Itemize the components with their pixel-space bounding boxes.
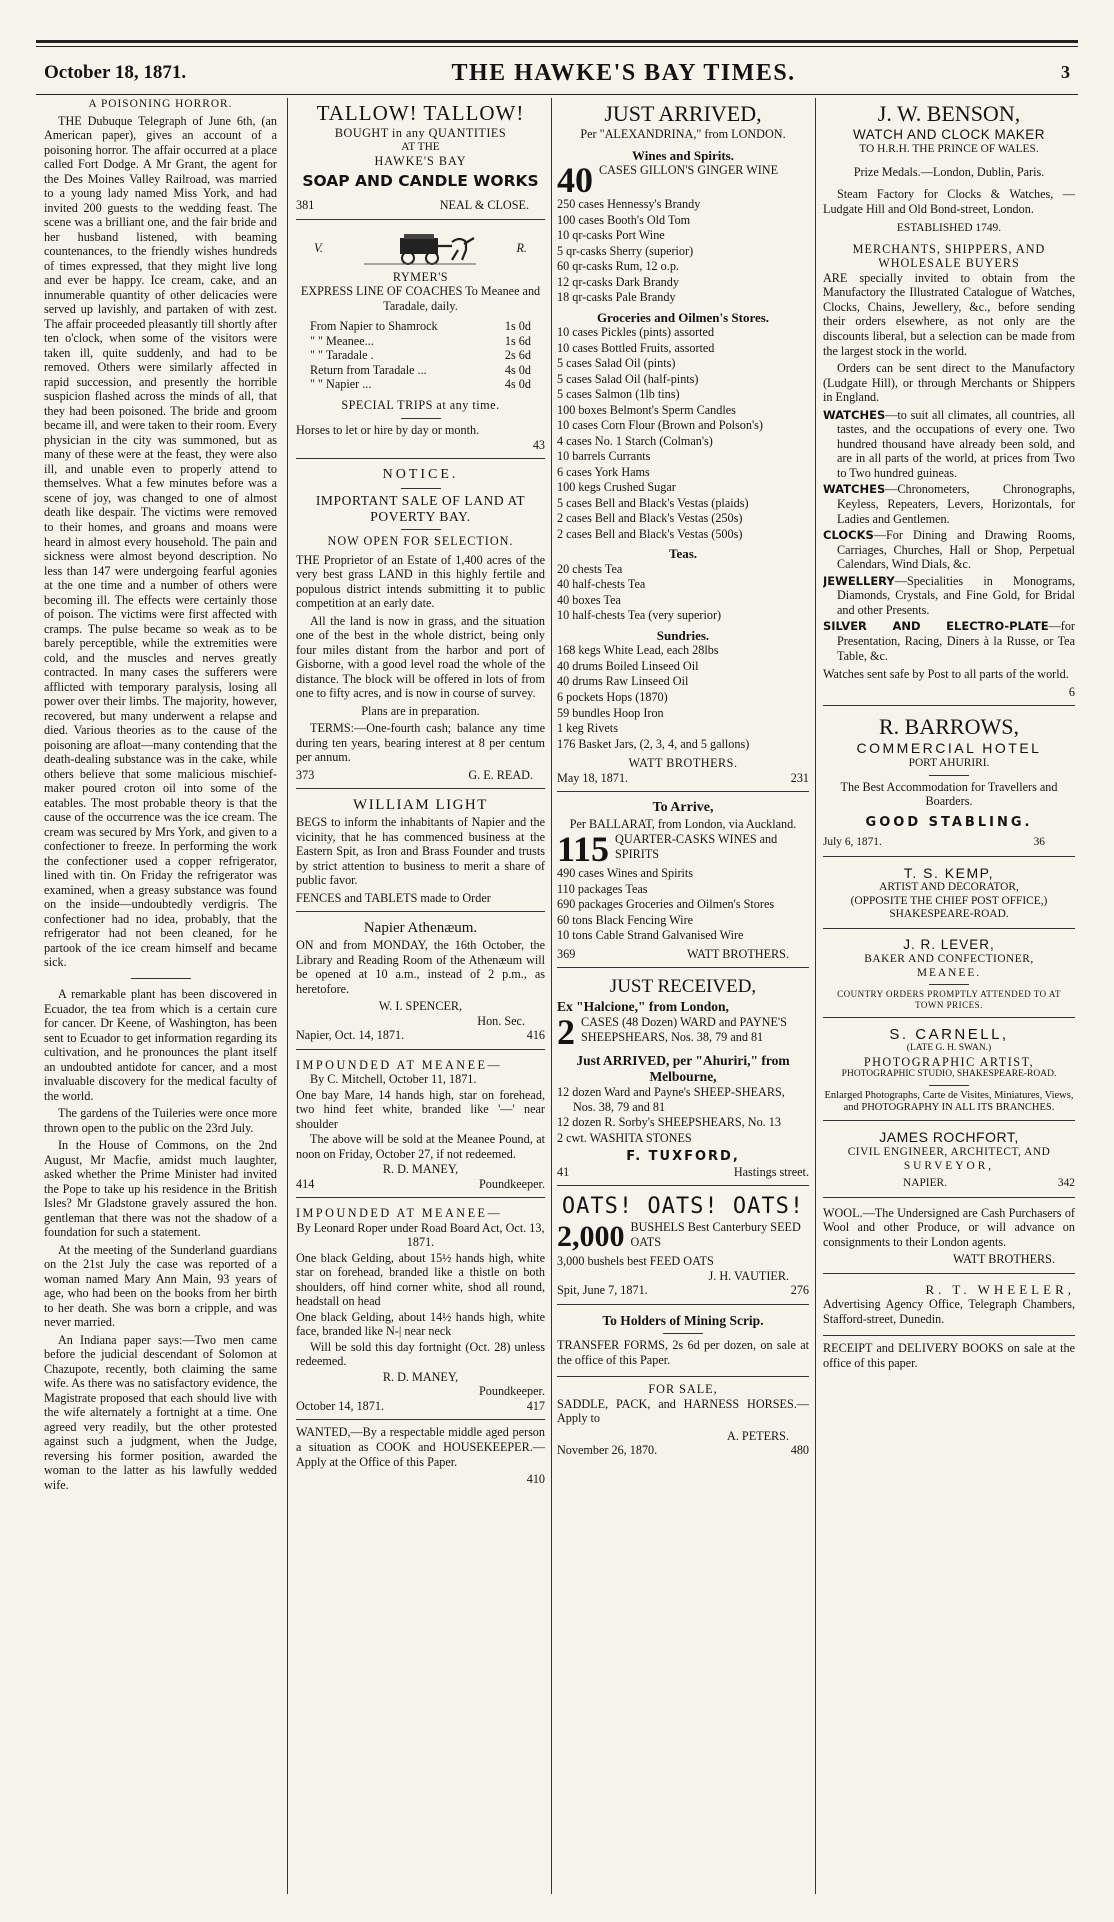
- fare-price: 4s 0d: [504, 377, 531, 392]
- ad-number: 480: [790, 1443, 809, 1458]
- wanted-text: WANTED,—By a respectable middle aged person a situation as COOK and HOUSEKEEPER.—Apply at the Office of this Paper.: [296, 1425, 545, 1469]
- lever-line: MEANEE.: [916, 966, 982, 979]
- article-tuileries: The gardens of the Tuileries were once more thrown open to the public on the 23rd July.: [44, 1106, 277, 1135]
- benson-product: [823, 619, 1075, 663]
- list-item: 100 boxes Belmont's Sperm Candles: [557, 402, 736, 417]
- list-item: 100 cases Booth's Old Tom: [557, 212, 691, 227]
- fare-price: 2s 6d: [504, 348, 531, 363]
- land-terms: TERMS:—One-fourth cash; balance any time during ten years, bearing interest at 8 per centum per annum.: [296, 721, 545, 765]
- fare-route: " " Napier ...: [310, 377, 372, 392]
- ad-signature: WATT BROTHERS.: [628, 756, 738, 771]
- crest-letter: V.: [314, 241, 323, 256]
- kemp-line: ARTIST AND DECORATOR,: [879, 881, 1019, 894]
- list-item: 10 cases Bottled Fruits, assorted: [557, 340, 715, 355]
- ad-signature: G. E. READ.: [468, 767, 533, 782]
- sundries-heading: Sundries.: [656, 627, 710, 643]
- column-ads-4: [823, 98, 1075, 1894]
- fare-route: " " Meanee...: [310, 333, 374, 348]
- list-item: 5 cases Salmon (1lb tins): [557, 387, 680, 402]
- wheeler-heading: R. T. WHEELER,: [925, 1281, 1075, 1297]
- ad-number: 43: [532, 437, 545, 452]
- groceries-list: [557, 325, 809, 541]
- ad-signature: J. H. VAUTIER.: [708, 1268, 789, 1283]
- ad-role: Poundkeeper.: [478, 1384, 545, 1399]
- arrive-per: Per BALLARAT, from London, via Auckland.: [569, 816, 797, 831]
- groceries-heading: Groceries and Oilmen's Stores.: [596, 309, 770, 325]
- ad-kemp: [823, 862, 1075, 929]
- received-heading: JUST RECEIVED,: [609, 976, 757, 998]
- sundries-list: [557, 643, 809, 751]
- land-paragraph: Plans are in preparation.: [361, 703, 480, 718]
- wool-text: WOOL.—The Undersigned are Cash Purchasers of Wool and other Produce, or will advance on consignments to their London agents.: [823, 1205, 1075, 1249]
- benson-product-text: —for Presentation, Racing, Diners à la Russe, or Tea Table, &c.: [837, 619, 1075, 663]
- list-item: 60 tons Black Fencing Wire: [557, 912, 694, 927]
- ad-number: 416: [526, 1028, 545, 1043]
- column-news: [44, 98, 277, 1894]
- ad-date: May 18, 1871.: [557, 770, 629, 785]
- barrows-place: PORT AHURIRI.: [908, 756, 990, 769]
- list-item: 3,000 bushels best FEED OATS: [557, 1254, 714, 1269]
- arrive-list: [557, 866, 809, 943]
- ad-rochfort: [823, 1126, 1075, 1197]
- separator: [929, 775, 969, 776]
- separator: [401, 418, 441, 419]
- list-item: 5 qr-casks Sherry (superior): [557, 243, 694, 258]
- ad-receipt-books: [823, 1341, 1075, 1370]
- list-item: 10 tons Cable Strand Galvanised Wire: [557, 928, 744, 943]
- rochfort-line: CIVIL ENGINEER, ARCHITECT, AND: [847, 1146, 1051, 1159]
- ad-number: 6: [1068, 684, 1075, 699]
- ad-impounded-1: [296, 1055, 545, 1199]
- sale-heading: IMPORTANT SALE OF LAND AT POVERTY BAY.: [315, 492, 526, 524]
- benson-product: [823, 528, 1075, 572]
- ad-number: 414: [296, 1176, 315, 1191]
- ad-oats: [557, 1191, 809, 1305]
- benson-product-key: SILVER AND ELECTRO-PLATE: [823, 619, 1049, 634]
- list-item: 40 boxes Tea: [557, 592, 621, 607]
- list-item: 690 packages Groceries and Oilmen's Stores: [557, 897, 775, 912]
- mining-text: TRANSFER FORMS, 2s 6d per dozen, on sale at the office of this Paper.: [557, 1337, 809, 1367]
- list-item: 110 packages Teas: [557, 881, 648, 896]
- ad-impounded-2: [296, 1203, 545, 1420]
- carnell-heading: S. CARNELL,: [889, 1025, 1009, 1043]
- kemp-line: (OPPOSITE THE CHIEF POST OFFICE,): [850, 894, 1048, 907]
- forsale-text: SADDLE, PACK, and HARNESS HORSES.—Apply to: [557, 1396, 809, 1426]
- tallow-heading: TALLOW! TALLOW!: [316, 101, 525, 125]
- list-item: 20 chests Tea: [557, 561, 623, 576]
- tallow-line: HAWKE'S BAY: [374, 154, 467, 169]
- ad-mining-scrip: [557, 1310, 809, 1377]
- fare-route: Return from Taradale ...: [310, 362, 427, 377]
- impounded-heading: IMPOUNDED AT MEANEE—: [296, 1057, 503, 1072]
- list-item: 4 cases No. 1 Starch (Colman's): [557, 433, 713, 448]
- list-item: 40 half-chests Tea: [557, 577, 646, 592]
- wines-list: [557, 197, 809, 305]
- list-item: 10 half-chests Tea (very superior): [557, 608, 722, 623]
- ad-carnell: [823, 1023, 1075, 1122]
- ad-number: 342: [1057, 1177, 1075, 1190]
- ad-role: Poundkeeper.: [478, 1176, 545, 1191]
- ad-signature: R. D. MANEY,: [382, 1162, 459, 1177]
- benson-product: [823, 574, 1075, 618]
- land-paragraph: All the land is now in grass, and the situation one of the best in the whole district, being only four miles distant from the harbor and port of Gisborne, with a good level road the whole of the distance. The block will be offered in lots of from one to fifty acres, and is now in course of survey.: [296, 613, 545, 701]
- column-ads-3: [557, 98, 809, 1894]
- notice-heading: NOTICE.: [382, 467, 459, 483]
- list-item: BUSHELS Best Canterbury SEED OATS: [630, 1220, 801, 1249]
- list-item: 10 barrels Currants: [557, 449, 651, 464]
- big-number: 115: [557, 832, 610, 867]
- ad-date: Napier, Oct. 14, 1871.: [296, 1028, 405, 1043]
- fare-row: [296, 363, 545, 378]
- column-divider: [815, 98, 816, 1894]
- fare-price: 1s 6d: [504, 333, 531, 348]
- list-item: QUARTER-CASKS WINES and SPIRITS: [615, 832, 778, 861]
- impounded-text: One black Gelding, about 15½ hands high, white star on forehead, branded like a thistle on both shoulders, off hind corner white, shod all round, headstall on head: [296, 1250, 545, 1309]
- benson-product-text: —Specialities in Monograms, Diamonds, Crystals, and Fine Gold, for Bridal and other Presents.: [837, 573, 1075, 617]
- barrows-text: The Best Accommodation for Travellers and Boarders.: [840, 779, 1058, 809]
- tallow-line: AT THE: [401, 140, 440, 153]
- ad-signature: F. TUXFORD,: [626, 1149, 740, 1165]
- list-item: 59 bundles Hoop Iron: [557, 705, 664, 720]
- oats-heading: OATS! OATS! OATS!: [561, 1194, 805, 1220]
- ad-number: 276: [790, 1283, 809, 1298]
- barrows-stabling: GOOD STABLING.: [865, 814, 1033, 830]
- list-item: 12 dozen Ward and Payne's SHEEP-SHEARS, Nos. 38, 79 and 81: [557, 1085, 785, 1114]
- ad-to-arrive: [557, 797, 809, 968]
- list-item: 5 cases Salad Oil (pints): [557, 356, 676, 371]
- teas-list: [557, 562, 809, 623]
- separator: [401, 529, 441, 530]
- separator: [663, 1333, 703, 1334]
- teas-heading: Teas.: [668, 546, 698, 562]
- rymer-text: EXPRESS LINE OF COACHES To Meanee and Taradale, daily.: [300, 284, 541, 313]
- article-plant: A remarkable plant has been discovered in Ecuador, the tea from which is a certain cure for cancer. Dr Keene, of Washington, has been sent to Ecuador to get information regarding its cultivation, and he pronounces the plant itself an undoubted antidote for cancer, and a most invaluable discovery for the medical faculty of the world.: [44, 986, 277, 1103]
- ad-barrows: [823, 711, 1075, 856]
- coach-illustration: [296, 228, 545, 270]
- crest-letter: R.: [516, 241, 527, 256]
- issue-date: October 18, 1871.: [44, 61, 187, 83]
- article-commons: In the House of Commons, on the 2nd August, Mr Macfie, amidst much laughter, asked whether the Prime Minister had invited the Pope to take up his residence in the British Isles? Mr Gladstone gravely assured the hon. gentleman that there was not the shadow of a foundation for such a statement.: [44, 1138, 277, 1240]
- ad-athenaeum: [296, 917, 545, 1049]
- ad-number: 41: [557, 1164, 570, 1179]
- separator: [929, 1085, 969, 1086]
- list-item: 5 cases Salad Oil (half-pints): [557, 371, 699, 386]
- benson-product-list: [823, 408, 1075, 664]
- ad-number: 369: [557, 946, 576, 961]
- top-rule: [36, 40, 1078, 47]
- benson-product: [823, 408, 1075, 481]
- benson-post: Watches sent safe by Post to all parts of the world.: [823, 667, 1069, 682]
- carnell-line: Enlarged Photographs, Carte de Visites, Miniatures, Views, and PHOTOGRAPHY IN ALL ITS BRANCHES.: [824, 1089, 1074, 1113]
- impounded-by: By C. Mitchell, October 11, 1871.: [310, 1072, 477, 1087]
- column-divider: [551, 98, 552, 1894]
- ad-number: 417: [526, 1398, 545, 1413]
- newspaper-title: THE HAWKE'S BAY TIMES.: [451, 59, 796, 86]
- lever-line: BAKER AND CONFECTIONER,: [864, 953, 1034, 966]
- masthead-rule: [36, 94, 1078, 95]
- fare-row: [296, 334, 545, 349]
- rymer-heading: RYMER'S: [392, 269, 449, 284]
- barrows-heading: R. BARROWS,: [879, 714, 1019, 740]
- kemp-heading: T. S. KEMP,: [903, 864, 995, 881]
- list-item: 2 cases Bell and Black's Vestas (500s): [557, 526, 743, 541]
- benson-prize: Prize Medals.—London, Dublin, Paris.: [853, 164, 1045, 179]
- stagecoach-icon: [360, 230, 480, 268]
- athenaeum-text: ON and from MONDAY, the 16th October, the Library and Reading Room of the Athenæum will be opened at 10 a.m., instead of 2 p.m., as heretofore.: [296, 938, 545, 996]
- carnell-line: PHOTOGRAPHIC STUDIO, SHAKESPEARE-ROAD.: [841, 1069, 1057, 1080]
- benson-product-text: —For Dining and Drawing Rooms, Carriages, Churches, Hall or Shop, Perpetual Calendars, Wind Dials, &c.: [837, 528, 1075, 572]
- receipt-text: RECEIPT and DELIVERY BOOKS on sale at the office of this paper.: [823, 1341, 1075, 1370]
- list-item: 40 drums Raw Linseed Oil: [557, 674, 689, 689]
- column-divider: [287, 98, 288, 1894]
- received-list: [557, 1085, 809, 1145]
- ad-signature: WATT BROTHERS.: [686, 946, 789, 961]
- ad-signature: WATT BROTHERS.: [952, 1252, 1055, 1267]
- ad-number: 381: [296, 198, 315, 213]
- ad-number: 231: [790, 770, 809, 785]
- ad-date: October 14, 1871.: [296, 1398, 385, 1413]
- ad-just-received: [557, 973, 809, 1186]
- benson-heading: J. W. BENSON,: [877, 101, 1021, 126]
- list-item: 12 dozen R. Sorby's SHEEPSHEARS, No. 13: [557, 1115, 781, 1130]
- list-item: 5 cases Bell and Black's Vestas (plaids): [557, 495, 749, 510]
- big-number: 2: [557, 1015, 575, 1050]
- list-item: 2 cwt. WASHITA STONES: [557, 1130, 692, 1145]
- list-item: 176 Basket Jars, (2, 3, 4, and 5 gallons): [557, 736, 750, 751]
- arrive-heading: To Arrive,: [652, 800, 714, 816]
- ad-date: July 6, 1871.: [823, 836, 882, 849]
- list-item: 6 pockets Hops (1870): [557, 690, 668, 704]
- arrived-heading: JUST ARRIVED,: [604, 101, 762, 126]
- list-item: 10 cases Pickles (pints) assorted: [557, 325, 715, 340]
- list-item: 10 qr-casks Port Wine: [557, 228, 665, 243]
- impounded-text: One black Gelding, about 14½ hands high, white face, branded like N-| near neck: [296, 1309, 545, 1339]
- ad-address: Hastings street.: [733, 1164, 809, 1179]
- light-heading: WILLIAM LIGHT: [353, 797, 488, 814]
- ad-signature: W. I. SPENCER,: [378, 999, 463, 1014]
- fare-row: [296, 348, 545, 363]
- mining-heading: To Holders of Mining Scrip.: [602, 1312, 764, 1328]
- ad-wool: [823, 1203, 1075, 1274]
- kemp-line: SHAKESPEARE-ROAD.: [889, 908, 1009, 921]
- ad-signature: NEAL & CLOSE.: [439, 198, 529, 213]
- impounded-by: By Leonard Roper under Road Board Act, Oct. 13, 1871.: [296, 1220, 545, 1250]
- fare-table: [296, 319, 545, 392]
- fare-row: [296, 377, 545, 392]
- article-indiana: An Indiana paper says:—Two men came before the judicial descendant of Solomon at Chazupote, recently, both claiming the same wife. As there was no satisfactory evidence, the Magistrate proposed that each should live with the wife alternately a fortnight at a time. One agreed very readily, but the other protested against such a judgment, when the Judge, reversing his former position, awarded the woman to the latter as his lawfully wedded wife.: [44, 1332, 277, 1492]
- list-item: 100 kegs Crushed Sugar: [557, 480, 676, 495]
- big-number: 2,000: [557, 1220, 625, 1254]
- ad-date: Spit, June 7, 1871.: [557, 1283, 648, 1298]
- fare-route: From Napier to Shamrock: [310, 319, 438, 334]
- land-paragraph: THE Proprietor of an Estate of 1,400 acres of the very best grass LAND in this highly fertile and populous district intends submitting it to public competition at an early date.: [296, 552, 545, 611]
- fare-row: [296, 319, 545, 334]
- separator: [401, 488, 441, 489]
- masthead: [44, 58, 1070, 88]
- ad-rymers-coach: [296, 225, 545, 460]
- list-item: 10 cases Corn Flour (Brown and Polson's): [557, 418, 763, 433]
- benson-product-key: WATCHES: [823, 482, 886, 497]
- lever-heading: J. R. LEVER,: [903, 936, 995, 952]
- horses-line: Horses to let or hire by day or month.: [296, 423, 480, 438]
- tallow-line: BOUGHT in any QUANTITIES: [334, 125, 507, 140]
- article-poisoning: THE Dubuque Telegraph of June 6th, (an American paper), gives an account of a poisoning horror. The affair occurred at a place called Fort Dodge. A Mr Grant, the agent for the Des Moines Valley Railroad, was married to a young lady named Miss York, and had invited 200 guests to the wedding feast. The scene was a brilliant one, and the fair bride and her husband listened, with beaming countenances, to the friendly wishes hundreds of times expressed, that they might live long and ever be happy. Ice cream, cake, and an innumerable quantity of other delicacies were served up lavishly, and partaken of with zest. The affair proceeded pleasantly till shortly after ten o'clock, when some of the visitors were taken ill, quite suddenly, and had to be removed. Others were similarly affected in rapid succession, and presently the horrible suspicion flashed across the minds of all, that they had been poisoned. The bride and groom became ill, and were taken to their room. Every physician in the city was summoned, but as many of these were at the feast, they were also ill, and unable even to properly attend to themselves. What a few minutes before was a scene of joy, was changed to one of almost death like despair. The victims were removed to their homes, and groans and moans were heard in almost every household. The pain and sickness were almost beyond description. No less than 147 were undergoing fearful agonies at the one time and a number of others were becoming ill. The effects were certainly those of poison. The victims were first affected with cramps. The pulse became so weak as to be barely perceptible, while the extremities were cold, and the muscles and nerves greatly contracted. In many cases the sufferers were afflicted with temporary paralysis, losing all power over their limbs. The majority, however, recovered, but many underwent a relapse and died. Various theories as to the cause of the poisoning are afloat—many contending that the death-dealing substance was in the cake, while others believe that some malicious mischief-maker poured croton oil into some of the eatables. The most probable theory is that the cause of the occurrence was the ice cream. The cream was secured by Mrs York, and given to a confectioner to freeze. In performing the work the confectioner used a copper refrigerator, lined with tin. On Friday the refrigerator was examined, when a greasy substance was found on the inside—undoubtedly verdigris. The confectioner had no idea, probably, that the refrigerator had not been cleaned, for he partook of the ice cream himself and became sick.: [44, 113, 277, 970]
- ad-land-sale: [296, 464, 545, 789]
- light-text: BEGS to inform the inhabitants of Napier and the vicinity, that he has commenced business at the Eastern Spit, as Iron and Brass Founder and trusts by strict attention to business to merit a share of public favor.: [296, 815, 545, 888]
- ad-number: 410: [526, 1472, 545, 1487]
- list-item: 40 drums Boiled Linseed Oil: [557, 658, 699, 673]
- list-item: 250 cases Hennessy's Brandy: [557, 197, 701, 212]
- benson-product-text: —Chronometers, Chronographs, Keyless, Repeaters, Levers, Horizontals, for Ladies and Gentlemen.: [837, 482, 1075, 526]
- page-number: 3: [1060, 62, 1070, 83]
- impounded-heading: IMPOUNDED AT MEANEE—: [296, 1206, 503, 1221]
- received-from: Ex "Halcione," from London,: [557, 998, 729, 1014]
- ad-wanted: [296, 1425, 545, 1486]
- ad-number: 373: [296, 767, 315, 782]
- athenaeum-heading: Napier Athenæum.: [363, 920, 478, 937]
- now-open-heading: NOW OPEN FOR SELECTION.: [327, 533, 514, 548]
- list-item: 60 qr-casks Rum, 12 o.p.: [557, 259, 679, 274]
- ad-lever: [823, 934, 1075, 1018]
- benson-established: ESTABLISHED 1749.: [896, 222, 1002, 235]
- big-number: 40: [557, 163, 593, 198]
- ad-signature: A. PETERS.: [727, 1428, 789, 1443]
- ad-role: Hon. Sec.: [477, 1013, 525, 1028]
- benson-product-key: JEWELLERY: [823, 573, 895, 588]
- benson-product: [823, 482, 1075, 526]
- benson-product-key: CLOCKS: [823, 528, 874, 543]
- list-item: CASES GILLON'S GINGER WINE: [599, 163, 779, 178]
- benson-subheading: WATCH AND CLOCK MAKER: [852, 127, 1046, 143]
- column-ads-2: [296, 98, 545, 1894]
- rochfort-line: NAPIER.: [903, 1177, 947, 1190]
- special-trips: SPECIAL TRIPS at any time.: [341, 397, 500, 412]
- benson-royal: TO H.R.H. THE PRINCE OF WALES.: [859, 143, 1039, 156]
- article-sunderland: At the meeting of the Sunderland guardians on the 21st July the case was reported of a woman named Mary Ann Main, 93 years of age, who had been on the books from her birth to her death. She was born a cripple, and was never married.: [44, 1242, 277, 1330]
- tallow-works-name: SOAP AND CANDLE WORKS: [302, 171, 539, 190]
- ad-date: November 26, 1870.: [557, 1443, 658, 1458]
- fare-price: 4s 0d: [504, 362, 531, 377]
- ad-tallow: [296, 98, 545, 220]
- arrived-per: Per "ALEXANDRINA," from LONDON.: [580, 127, 786, 142]
- ad-wheeler: [823, 1279, 1075, 1337]
- received-heading-2: Just ARRIVED, per "Ahuriri," from Melbourne,: [576, 1053, 790, 1085]
- benson-paragraph: Orders can be sent direct to the Manufactory (Ludgate Hill), or through Merchants or Shippers in England.: [823, 361, 1075, 405]
- list-item: 6 cases York Hams: [557, 464, 650, 479]
- benson-product-text: —to suit all climates, all countries, all tastes, and the occupations of every one. Two hundred thousand have already been sold, and are in all parts of the world, at prices from Two to Two hundred guineas.: [837, 407, 1075, 480]
- wheeler-text: Advertising Agency Office, Telegraph Chambers, Stafford-street, Dunedin.: [823, 1297, 1075, 1326]
- ad-benson: [823, 98, 1075, 706]
- ad-william-light: [296, 794, 545, 912]
- list-item: 168 kegs White Lead, each 28lbs: [557, 643, 719, 658]
- impounded-sale: Will be sold this day fortnight (Oct. 28) unless redeemed.: [296, 1339, 545, 1369]
- light-footer: FENCES and TABLETS made to Order: [296, 890, 491, 905]
- benson-product-key: WATCHES: [823, 407, 886, 422]
- separator: [131, 978, 191, 979]
- separator: [929, 984, 969, 985]
- carnell-line: PHOTOGRAPHIC ARTIST,: [863, 1054, 1035, 1069]
- article-title-poisoning: A POISONING HORROR.: [88, 98, 233, 110]
- benson-merchants: MERCHANTS, SHIPPERS, AND WHOLESALE BUYERS: [852, 241, 1046, 271]
- list-item: 1 keg Rivets: [557, 721, 618, 736]
- lever-line: COUNTRY ORDERS PROMPTLY ATTENDED TO AT TOWN PRICES.: [837, 989, 1061, 1010]
- benson-paragraph: ARE specially invited to obtain from the Manufactory the Illustrated Catalogue of Watches, Clocks, Chains, Jewellery, &c., before sending their orders elsewhere, as not only are the discounts liberal, but a selection can be made from the largest stock in the world.: [823, 270, 1075, 358]
- barrows-hotel: COMMERCIAL HOTEL: [856, 740, 1042, 757]
- list-item: 2 cases Bell and Black's Vestas (250s): [557, 511, 743, 526]
- ad-signature: R. D. MANEY,: [382, 1369, 459, 1384]
- list-item: 18 qr-casks Pale Brandy: [557, 290, 676, 305]
- fare-price: 1s 0d: [504, 319, 531, 334]
- forsale-heading: FOR SALE,: [648, 1382, 718, 1397]
- benson-factory: Steam Factory for Clocks & Watches, —Ludgate Hill and Old Bond-street, London.: [823, 187, 1075, 216]
- impounded-text: One bay Mare, 14 hands high, star on forehead, two hind feet white, branded like '—' near shoulder: [296, 1087, 545, 1131]
- list-item: 490 cases Wines and Spirits: [557, 866, 694, 881]
- rochfort-heading: JAMES ROCHFORT,: [879, 1129, 1019, 1146]
- rochfort-line: SURVEYOR,: [903, 1159, 995, 1172]
- list-item: CASES (48 Dozen) WARD and PAYNE'S SHEEPSHEARS, Nos. 38, 79 and 81: [581, 1015, 787, 1044]
- list-item: 12 qr-casks Dark Brandy: [557, 274, 679, 289]
- fare-route: " " Taradale .: [310, 348, 374, 363]
- ad-number: 36: [1033, 836, 1045, 849]
- ad-for-sale: [557, 1382, 809, 1458]
- impounded-sale: The above will be sold at the Meanee Pound, at noon on Friday, October 27, if not redeemed.: [296, 1132, 545, 1161]
- ad-just-arrived: [557, 98, 809, 792]
- carnell-line: (LATE G. H. SWAN.): [906, 1043, 992, 1054]
- wines-heading: Wines and Spirits.: [632, 147, 734, 163]
